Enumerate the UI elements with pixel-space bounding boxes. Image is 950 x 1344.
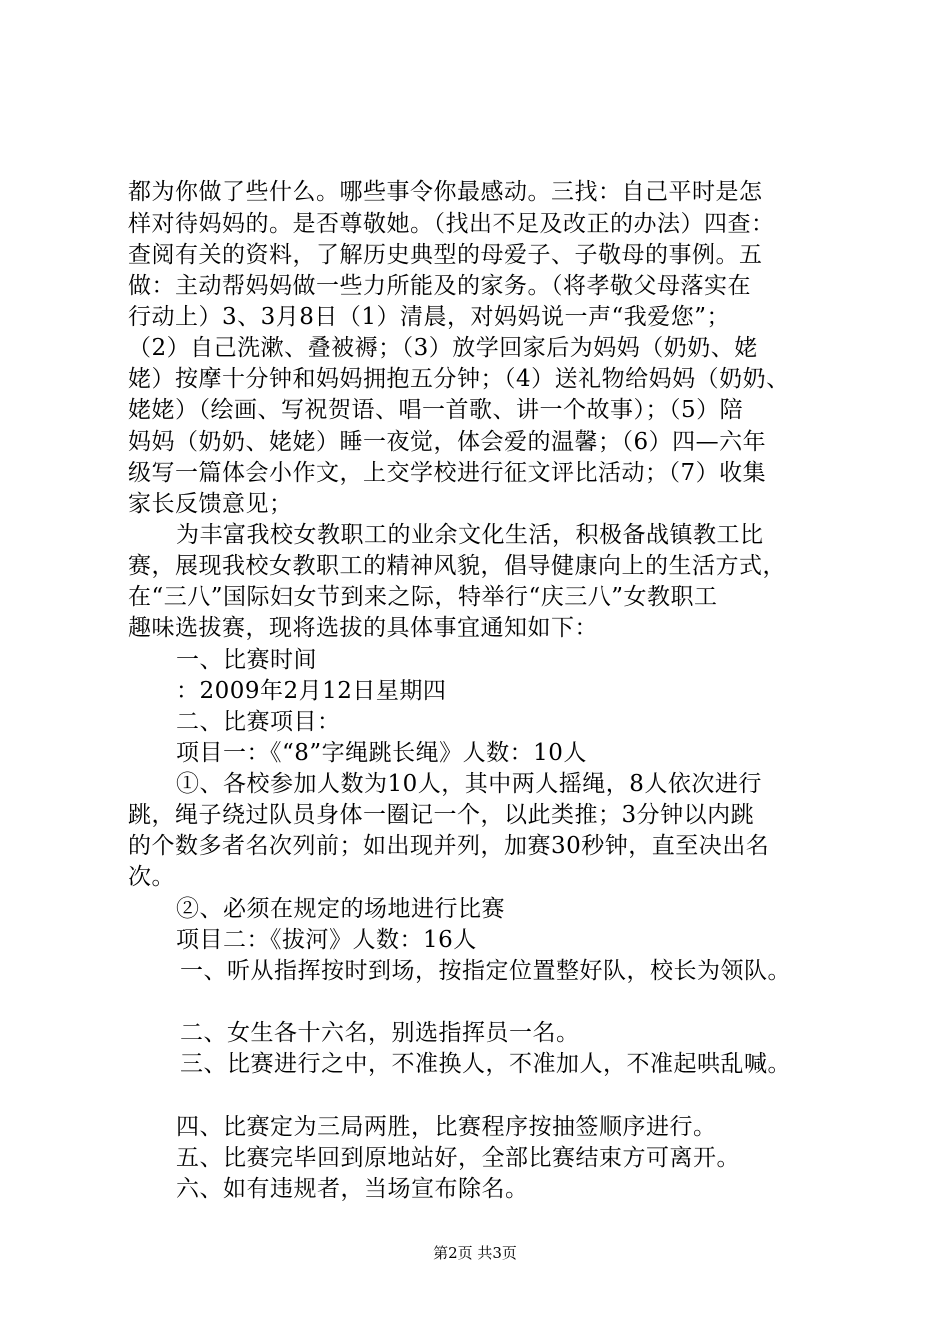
rule-item: 一、听从指挥按时到场，按指定位置整好队，校长为领队。 (180, 958, 791, 984)
rule-item: 四、比赛定为三局两胜，比赛程序按抽签顺序进行。 (176, 1114, 717, 1140)
text-line: 姥姥）（绘画、写祝贺语、唱一首歌、讲一个故事）；（5）陪 (128, 397, 744, 423)
text-line: 在“三八”国际妇女节到来之际，特举行“庆三八”女教职工 (128, 584, 718, 610)
page-footer: 第2页 共3页 (433, 1244, 517, 1262)
paragraph-first-line: 为丰富我校女教职工的业余文化生活，积极备战镇教工比 (176, 522, 764, 548)
text-line: 跳，绳子绕过队员身体一圈记一个，以此类推；3分钟以内跳 (128, 802, 755, 828)
text-line: 行动上）3、3月8日（1）清晨，对妈妈说一声“我爱您”； (128, 304, 731, 330)
section-heading: 一、比赛时间 (176, 647, 317, 673)
text-line: 查阅有关的资料，了解历史典型的母爱子、子敬母的事例。五 (128, 242, 763, 268)
rule-item: 二、女生各十六名，别选指挥员一名。 (180, 1020, 580, 1046)
text-line: ：2009年2月12日星期四 (176, 678, 447, 704)
text-line: （2）自己洗漱、叠被褥；（3）放学回家后为妈妈（奶奶、姥 (128, 335, 758, 361)
item-heading: 项目二：《拔河》人数：16人 (176, 927, 477, 953)
text-line: ②、必须在规定的场地进行比赛 (176, 896, 505, 922)
section-heading: 二、比赛项目： (176, 709, 341, 735)
rule-item: 六、如有违规者，当场宣布除名。 (176, 1176, 529, 1202)
rule-item: 三、比赛进行之中，不准换人，不准加人，不准起哄乱喊。 (180, 1051, 791, 1077)
text-line: 家长反馈意见； (128, 491, 293, 517)
item-heading: 项目一：《“8”字绳跳长绳》人数：10人 (176, 740, 587, 766)
paragraph-first-line: ①、各校参加人数为10人，其中两人摇绳，8人依次进行 (176, 771, 762, 797)
text-line: 样对待妈妈的。是否尊敬她。（找出不足及改正的办法）四查： (128, 211, 775, 237)
rule-item: 五、比赛完毕回到原地站好，全部比赛结束方可离开。 (176, 1145, 740, 1171)
text-line: 姥）按摩十分钟和妈妈拥抱五分钟；（4）送礼物给妈妈（奶奶、 (128, 366, 790, 392)
text-line: 次。 (128, 864, 175, 890)
text-line: 趣味选拔赛，现将选拔的具体事宜通知如下： (128, 615, 598, 641)
text-line: 都为你做了些什么。哪些事令你最感动。三找：自己平时是怎 (128, 179, 763, 205)
text-line: 做：主动帮妈妈做一些力所能及的家务。（将孝敬父母落实在 (128, 273, 751, 299)
text-line: 赛，展现我校女教职工的精神风貌，倡导健康向上的生活方式， (128, 553, 786, 579)
text-line: 的个数多者名次列前；如出现并列，加赛30秒钟，直至决出名 (128, 833, 770, 859)
text-line: 级写一篇体会小作文，上交学校进行征文评比活动；（7）收集 (128, 460, 767, 486)
text-line: 妈妈（奶奶、姥姥）睡一夜觉，体会爱的温馨；（6）四—六年 (128, 429, 767, 455)
